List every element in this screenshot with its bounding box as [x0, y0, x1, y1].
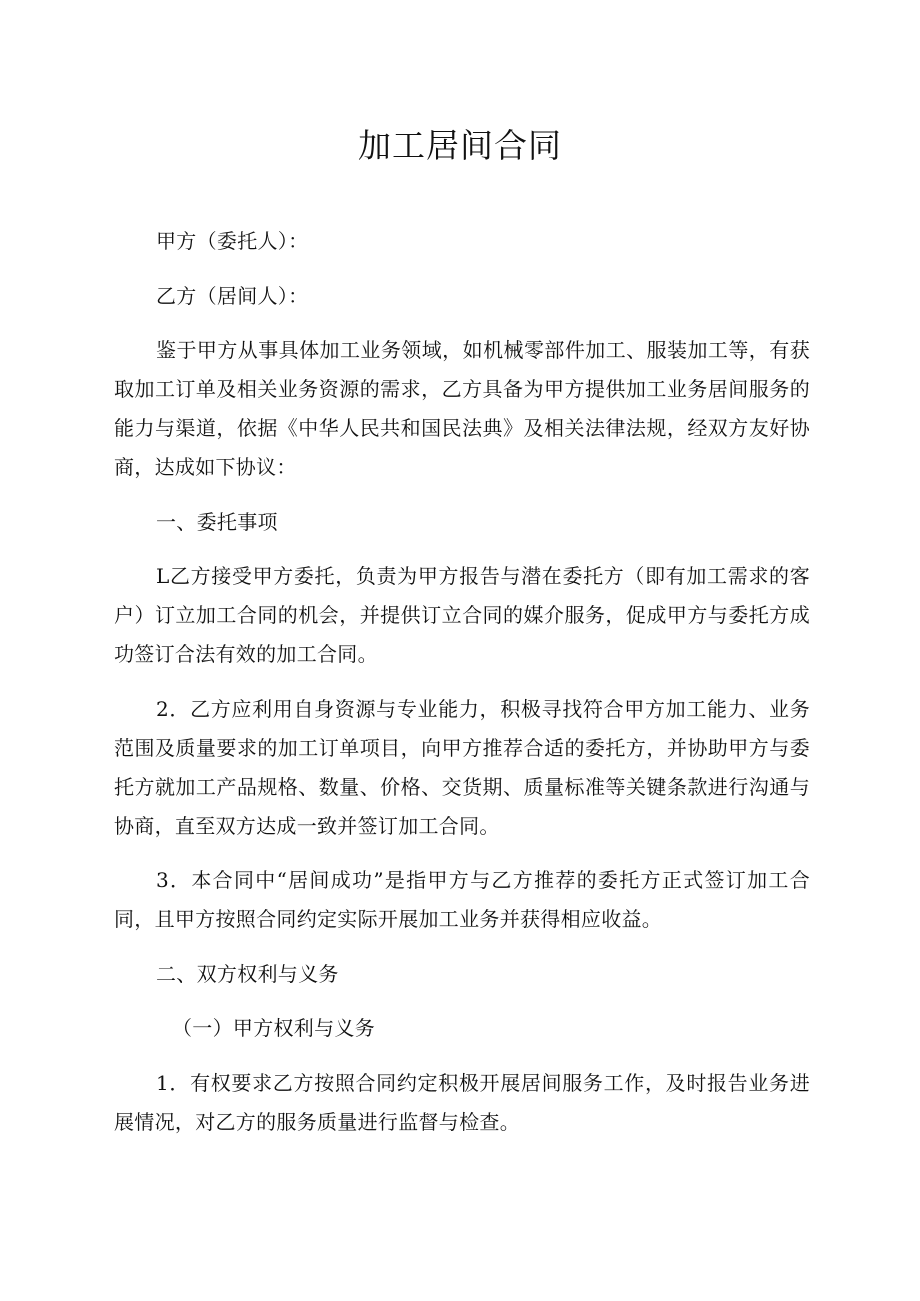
party-b-line: 乙方（居间人）： [156, 283, 309, 308]
clause-1-3: 3．本合同中“居间成功”是指甲方与乙方推荐的委托方正式签订加工合同，且甲方按照合同约定实际开展加工业务并获得相应收益。 [114, 868, 810, 931]
clause-2-1: 1．有权要求乙方按照合同约定积极开展居间服务工作，及时报告业务进展情况，对乙方的服务质量进行监督与检查。 [114, 1070, 810, 1134]
section-heading-rights: 二、双方权利与义务 [156, 961, 339, 986]
preamble-paragraph: 鉴于甲方从事具体加工业务领域，如机械零部件加工、服装加工等，有获取加工订单及相关业务资源的需求，乙方具备为甲方提供加工业务居间服务的能力与渠道，依据《中华人民共和国民法典》及相关法律法规，经双方友好协商，达成如下协议： [114, 338, 810, 479]
section-heading-commission: 一、委托事项 [156, 509, 278, 534]
document-title: 加工居间合同 [358, 126, 562, 165]
subsection-heading-party-a: （一）甲方权利与义务 [172, 1016, 375, 1040]
document-body [114, 222, 810, 1157]
clause-1-1: L乙方接受甲方委托，负责为甲方报告与潜在委托方（即有加工需求的客户）订立加工合同的机会，并提供订立合同的媒介服务，促成甲方与委托方成功签订合法有效的加工合同。 [114, 564, 810, 666]
party-a-line: 甲方（委托人）： [156, 229, 309, 253]
clause-1-2: 2．乙方应利用自身资源与专业能力，积极寻找符合甲方加工能力、业务范围及质量要求的加工订单项目，向甲方推荐合适的委托方，并协助甲方与委托方就加工产品规格、数量、价格、交货期、质量标准等关键条款进行沟通与协商，直至双方达成一致并签订加工合同。 [114, 696, 810, 838]
